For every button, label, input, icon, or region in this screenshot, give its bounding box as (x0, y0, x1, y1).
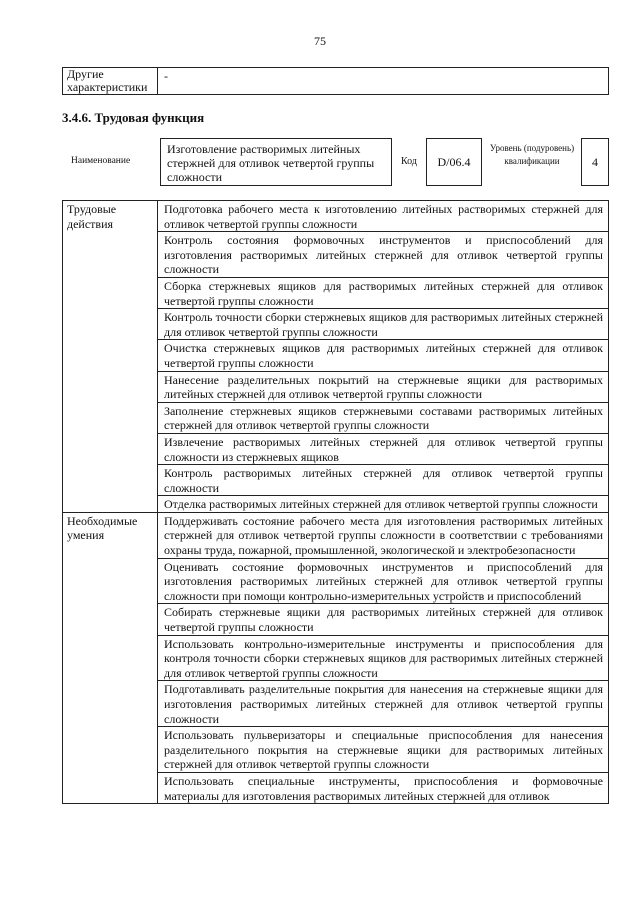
labor-actions-item: Контроль состояния формовочных инструментов и приспособлений для изготовления растворимых литейных стержней для отливок четвертой группы сложности (158, 232, 609, 278)
required-skills-item: Поддерживать состояние рабочего места для изготовления растворимых литейных стержней для отливок четвертой группы сложности в соответствии с требованиями охраны труда, пожарной, промышленной, экологической и электробезопасности (158, 512, 609, 558)
labor-actions-item: Отделка растворимых литейных стержней для отливок четвертой группы сложности (158, 496, 609, 513)
other-characteristics-label: Другие характеристики (63, 68, 158, 94)
required-skills-item: Использовать контрольно-измерительные инструменты и приспособления для контроля точности сборки стержневых ящиков для растворимых литейных стержней для отливок четвертой группы сложности (158, 635, 609, 681)
required-skills-item: Использовать специальные инструменты, приспособления и формовочные материалы для изготовления растворимых литейных стержней для отливок (158, 772, 609, 803)
qualification-level-value: 4 (581, 138, 609, 186)
required-skills-label: Необходимые умения (63, 512, 158, 803)
labor-actions-item: Подготовка рабочего места к изготовлению литейных растворимых стержней для отливок четвертой группы сложности (158, 201, 609, 232)
required-skills-item: Оценивать состояние формовочных инструментов и приспособлений для изготовления растворимых литейных стержней для отливок четвертой группы сложности при помощи контрольно-измерительных устройств и приспособлений (158, 558, 609, 604)
section-heading: 3.4.6. Трудовая функция (62, 110, 205, 125)
labor-actions-item: Извлечение растворимых литейных стержней для отливок четвертой группы сложности из стержневых ящиков (158, 433, 609, 464)
labor-actions-item: Сборка стержневых ящиков для растворимых литейных стержней для отливок четвертой группы сложности (158, 277, 609, 308)
table-row (63, 512, 609, 558)
other-characteristics-value: - (164, 69, 168, 83)
page-number: 75 (314, 34, 326, 48)
function-name-value: Изготовление растворимых литейных стержней для отливок четвертой группы сложности (160, 138, 392, 186)
required-skills-item: Собирать стержневые ящики для растворимых литейных стержней для отливок четвертой группы сложности (158, 604, 609, 635)
labor-actions-item: Контроль растворимых литейных стержней для отливок четвертой группы сложности (158, 465, 609, 496)
function-code-value: D/06.4 (426, 138, 482, 186)
labor-actions-label: Трудовые действия (63, 201, 158, 513)
function-name-label: Наименование (71, 156, 131, 166)
required-skills-item: Подготавливать разделительные покрытия для нанесения на стержневые ящики для изготовления растворимых литейных стержней для отливок четвертой группы сложности (158, 681, 609, 727)
labor-actions-item: Контроль точности сборки стержневых ящиков для растворимых литейных стержней для отливок четвертой группы сложности (158, 309, 609, 340)
required-skills-item: Использовать пульверизаторы и специальные приспособления для нанесения разделительного покрытия на стержневые ящики для растворимых литейных стержней для отливок четвертой группы сложности (158, 727, 609, 773)
qualification-level-label: Уровень (подуровень) квалификации (489, 143, 575, 166)
labor-function-table (62, 200, 609, 804)
labor-actions-item: Нанесение разделительных покрытий на стержневые ящики для растворимых литейных стержней для отливок четвертой группы сложности (158, 371, 609, 402)
other-characteristics-table (62, 67, 609, 95)
labor-actions-item: Заполнение стержневых ящиков стержневыми составами растворимых литейных стержней для отливок четвертой группы сложности (158, 402, 609, 433)
function-code-label: Код (401, 156, 417, 167)
table-row (63, 201, 609, 232)
labor-actions-item: Очистка стержневых ящиков для растворимых литейных стержней для отливок четвертой группы сложности (158, 340, 609, 371)
